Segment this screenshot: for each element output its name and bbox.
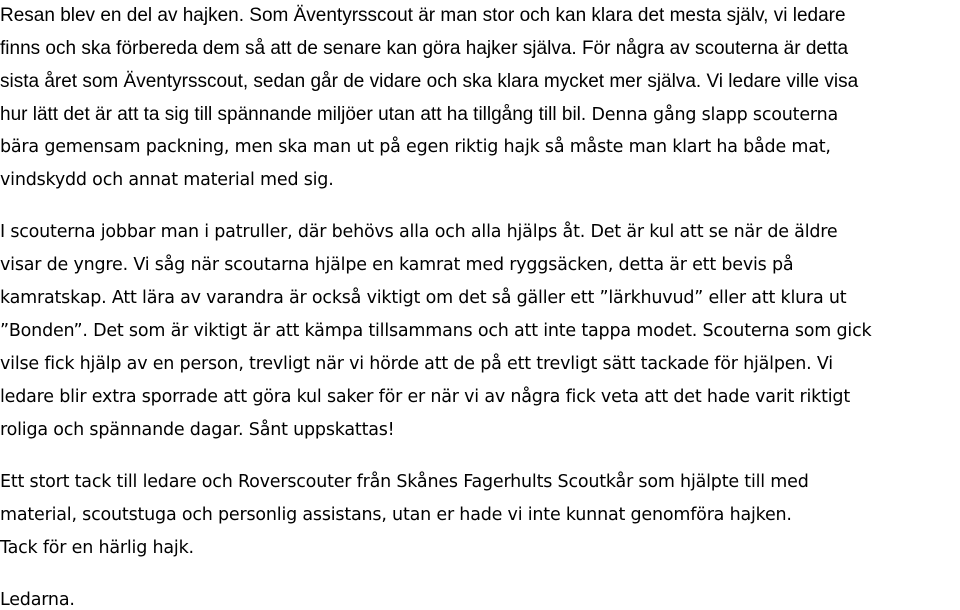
text-line: kamratskap. Att lära av varandra är också viktigt om det så gäller ett ”lärkhuvud” eller att klura ut: [0, 288, 847, 308]
text-line: vilse fick hjälp av en person, trevligt när vi hörde att de på ett trevligt sätt tackade för hjälpen. Vi: [0, 354, 833, 374]
text-line: ”Bonden”. Det som är viktigt är att kämpa tillsammans och att inte tappa modet. Scouterna som gick: [0, 321, 872, 341]
signature: Ledarna.: [0, 590, 75, 610]
text-line: visar de yngre. Vi såg när scoutarna hjälpe en kamrat med ryggsäcken, detta är ett bevis på: [0, 255, 794, 275]
text-line: bära gemensam packning, men ska man ut på egen riktig hajk så måste man klart ha både mat,: [0, 137, 831, 157]
text-line: roliga och spännande dagar. Sånt uppskattas!: [0, 420, 395, 440]
text-line: I scouterna jobbar man i patruller, där behövs alla och alla hjälps åt. Det är kul att se när de äldre: [0, 222, 838, 242]
text-line: Ett stort tack till ledare och Roverscouter från Skånes Fagerhults Scoutkår som hjälpte till med: [0, 472, 809, 492]
text-line: finns och ska förbereda dem så att de senare kan göra hajker själva. För några av scouterna är detta: [0, 38, 849, 59]
text-line: material, scoutstuga och personlig assistans, utan er hade vi inte kunnat genomföra hajken.: [0, 505, 792, 525]
text-run: Denna gång slapp scouterna: [586, 105, 838, 125]
text-line-mixed: [0, 105, 838, 125]
text-line: Resan blev en del av hajken. Som Äventyrsscout är man stor och kan klara det mesta själv, vi ledare: [0, 5, 846, 26]
text-line: ledare blir extra sporrade att göra kul saker för er när vi av några fick veta att det hade varit riktigt: [0, 387, 850, 407]
text-line: sista året som Äventyrsscout, sedan går de vidare och ska klara mycket mer själva. Vi ledare ville visa: [0, 71, 859, 92]
text-line: Tack för en härlig hajk.: [0, 538, 194, 558]
text-line: vindskydd och annat material med sig.: [0, 170, 334, 190]
text-run: hur lätt det är att ta sig till spännande miljöer utan att ha tillgång till bil.: [0, 104, 587, 125]
